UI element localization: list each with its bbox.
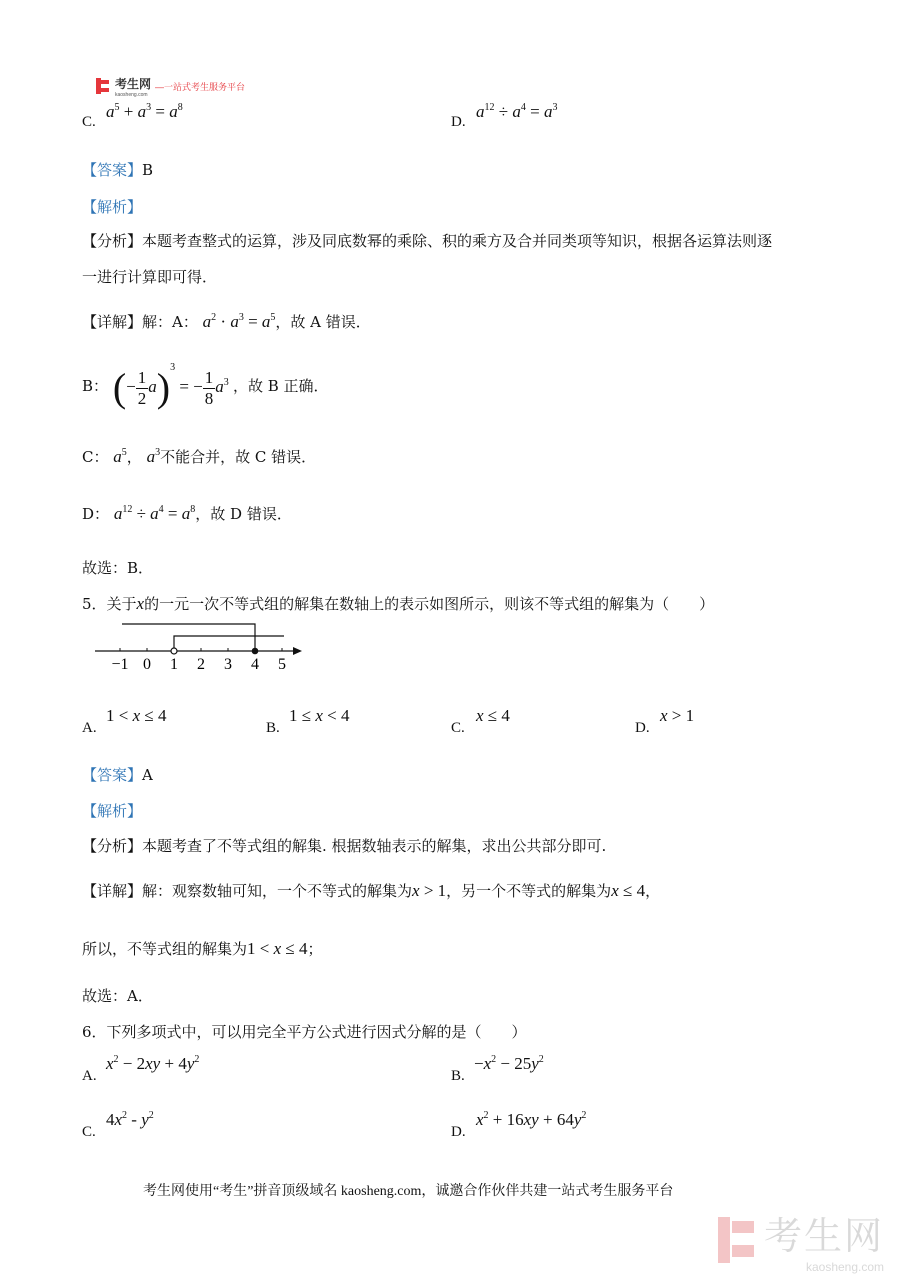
watermark [718, 1205, 884, 1274]
q6-option-d-label: D. [451, 1124, 466, 1140]
q6-option-b-label: B. [451, 1068, 465, 1084]
q4-detail-c-formula-2: $a^3$ [146, 447, 161, 466]
q5-option-a-label: A. [82, 720, 97, 736]
number-line-tick-label: 5 [278, 656, 286, 673]
q6-option-d-formula: $x^2 + 16xy + 64y^2$ [476, 1110, 587, 1129]
q5-option-b-formula: 1 ≤ x < 4 [289, 706, 350, 725]
q4-analysis-tag: 【解析】 [82, 198, 143, 216]
q4-detail-a-formula: $a^2 \cdot a^3 = a^5$ [202, 312, 276, 331]
logo-slogan: —一站式考生服务平台 [155, 81, 246, 92]
watermark-logo-icon [718, 1217, 758, 1263]
q5-analysis-tag: 【解析】 [82, 802, 143, 820]
q5-fenxi: 【分析】本题考查了不等式组的解集. 根据数轴表示的解集，求出公共部分即可. [82, 837, 607, 855]
number-line-tick-label: 2 [197, 656, 205, 673]
number-line-tick-label: 1 [170, 656, 178, 673]
q5-answer: 【答案】A [82, 766, 153, 784]
q4-option-c-formula: $a^5 + a^3 = a^8$ [106, 102, 183, 121]
q5-option-b-label: B. [266, 720, 280, 736]
q5-detail-formula-2: x ≤ 4 [611, 881, 646, 900]
q6-option-c-formula: $4x^2 - y^2$ [106, 1110, 154, 1129]
q6-option-c-label: C. [82, 1124, 96, 1140]
q4-detail-d: D： $a^{12} \div a^4 = a^8$，故 D 错误． [82, 504, 292, 523]
logo-name: 考生网 [115, 77, 152, 91]
number-line-x-gt-1-bracket [174, 636, 284, 651]
q5-option-d-label: D. [635, 720, 650, 736]
q5-stem: 5．关于x的一元一次不等式组的解集在数轴上的表示如图所示，则该不等式组的解集为（ ） [82, 594, 715, 613]
q5-option-c-formula: x ≤ 4 [476, 706, 510, 725]
q4-detail-b-formula: (− $\frac{1}{2}$ a)$^3$ = − $\frac{1}{8}$ $a^3$ [112, 362, 229, 411]
number-line-tick-label: −1 [111, 656, 129, 673]
number-line-tick-label: 0 [143, 656, 151, 673]
q6-option-a-formula: $x^2 - 2xy + 4y^2$ [106, 1054, 200, 1073]
number-line-closed-point [252, 648, 259, 655]
q5-option-d-formula: x > 1 [660, 706, 695, 725]
q4-option-d-formula: $a^{12} \div a^4 = a^3$ [476, 102, 558, 121]
q4-detail-d-formula: $a^{12} \div a^4 = a^8$ [113, 504, 196, 523]
q5-so: 所以，不等式组的解集为1 < x ≤ 4； [82, 939, 323, 958]
q4-option-c-label: C. [82, 114, 96, 130]
q4-answer: 【答案】B [82, 161, 154, 179]
number-line-open-point [171, 648, 177, 654]
number-line-arrow [293, 647, 302, 655]
header-logo [96, 74, 245, 98]
q4-detail-b: B： (− $\frac{1}{2}$ a)$^3$ = − $\frac{1}{8}$ $a^3$ ，故 B 正确． [82, 362, 329, 411]
number-line-x-le-4-bracket [122, 624, 255, 651]
q6-stem: 6．下列多项式中，可以用完全平方公式进行因式分解的是（ ） [82, 1023, 527, 1041]
q5-option-a-formula: 1 < x ≤ 4 [106, 706, 167, 725]
logo-icon [96, 78, 112, 94]
q6-option-b-formula: $-x^2 - 25y^2$ [474, 1054, 544, 1073]
q5-detail: 【详解】解：观察数轴可知，一个不等式的解集为x > 1，另一个不等式的解集为x ≤ 4， [82, 881, 661, 900]
number-line-ticks [111, 648, 286, 673]
q4-fenxi-line1: 【分析】本题考查整式的运算，涉及同底数幂的乘除、积的乘方及合并同类项等知识，根据各运算法则逐 [82, 232, 773, 250]
watermark-name: 考生网 [764, 1216, 885, 1258]
q4-detail-c-formula-1: $a^5$ [113, 447, 127, 466]
footer-text: 考生网使用“考生”拼音顶级域名 kaosheng.com，诚邀合作伙伴共建一站式考生服务平台 [143, 1184, 674, 1199]
q4-fenxi-line2: 一进行计算即可得． [82, 268, 218, 286]
q5-option-c-label: C. [451, 720, 465, 736]
q6-option-a-label: A. [82, 1068, 97, 1084]
q5-conclusion: 故选：A． [82, 987, 153, 1005]
q4-option-d-label: D. [451, 114, 466, 130]
q5-so-formula: 1 < x ≤ 4 [247, 939, 308, 958]
q4-detail-a: 【详解】解：A： $a^2 \cdot a^3 = a^5$，故 A 错误． [82, 312, 371, 331]
q5-number-line [90, 615, 310, 675]
number-line-tick-label: 4 [251, 656, 259, 673]
watermark-domain: kaosheng.com [805, 1260, 885, 1274]
q5-detail-formula-1: x > 1 [412, 881, 447, 900]
number-line-tick-label: 3 [224, 656, 232, 673]
logo-domain: kaosheng.com [115, 92, 148, 98]
q4-detail-c: C： $a^5$， $a^3$不能合并，故 C 错误． [82, 447, 317, 466]
q4-conclusion: 故选：B． [82, 559, 154, 577]
